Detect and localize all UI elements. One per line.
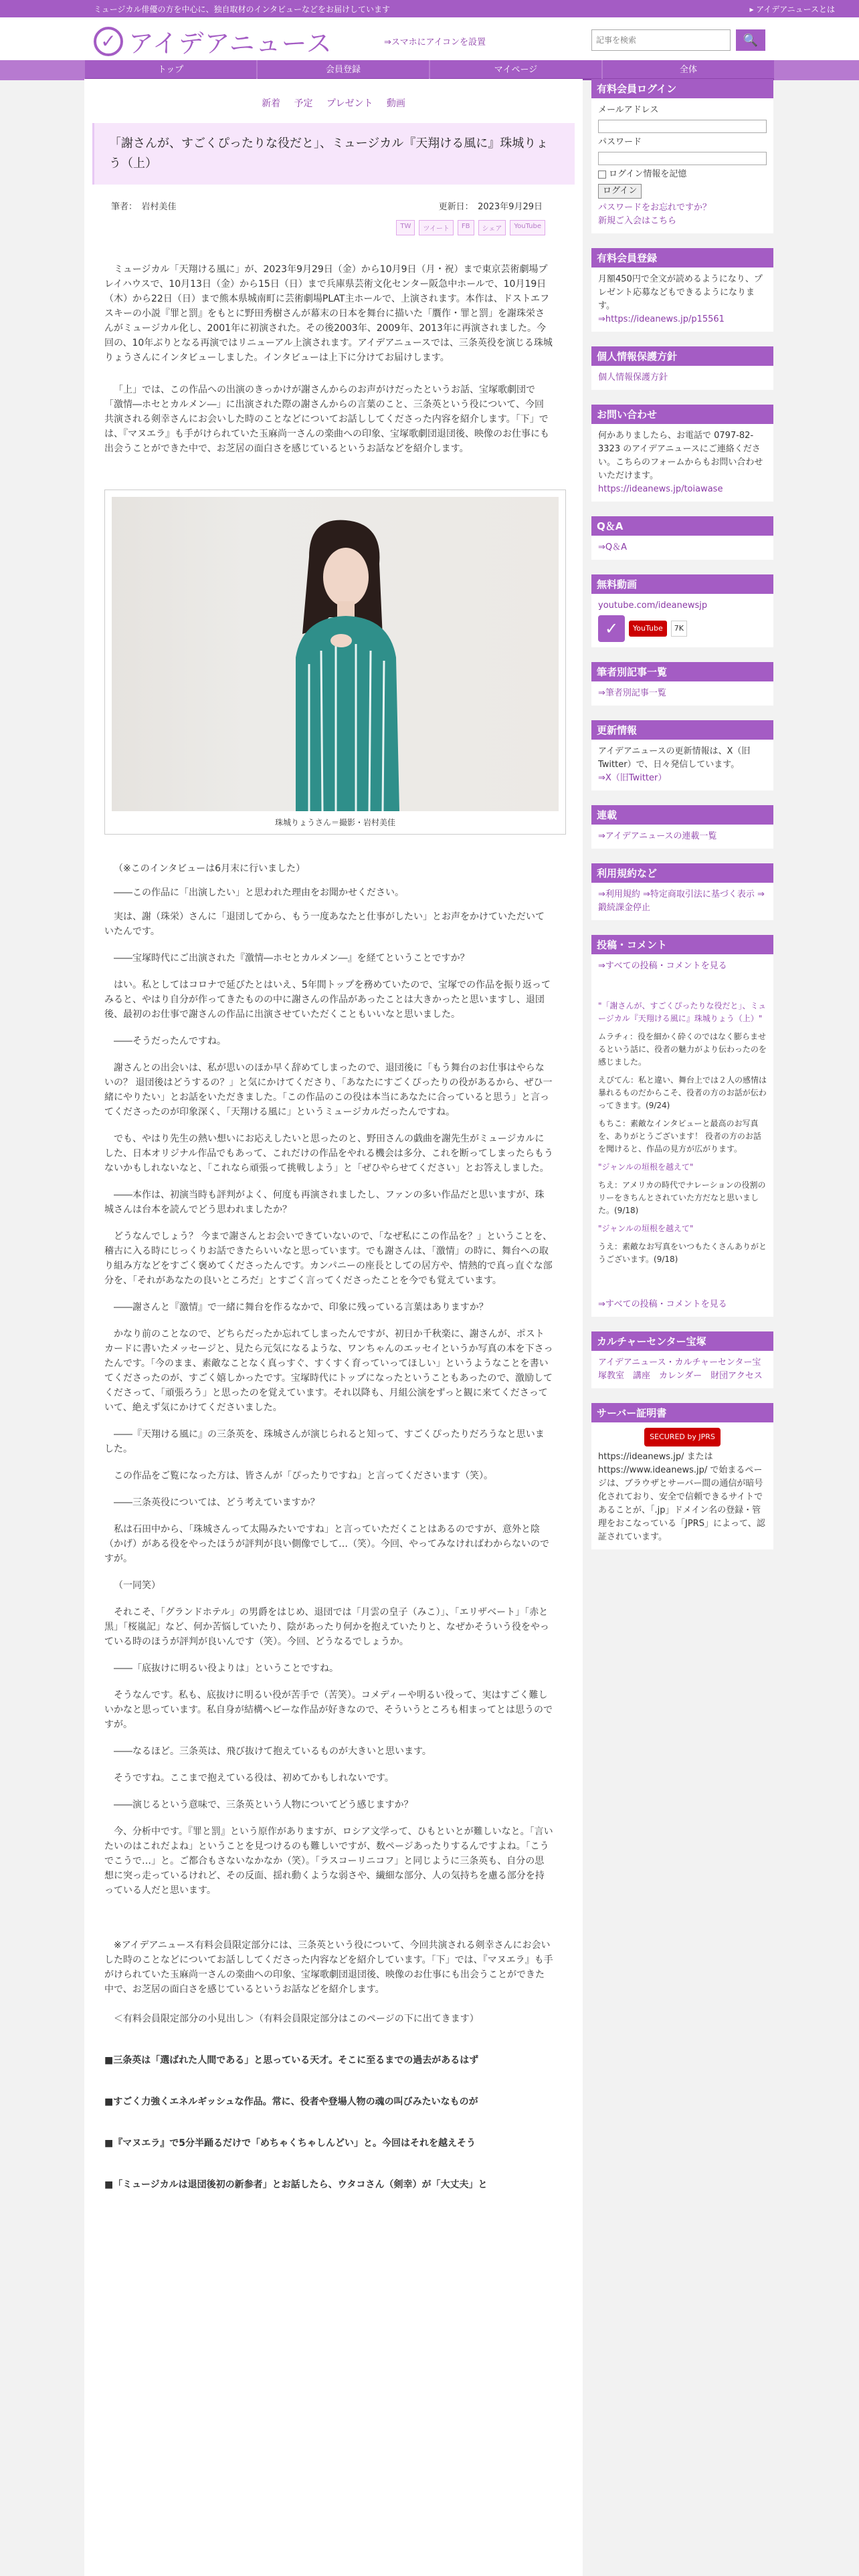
all-comments-link[interactable]: ⇒すべての投稿・コメントを見る — [598, 961, 727, 971]
comment-item: ちえ：アメリカの時代でナレーションの役割のリーをきちんとされていた方だなと思いました。(9/18) — [598, 1180, 766, 1215]
para-7: でも、やはり先生の熱い想いにお応えしたいと思ったのと、野田さんの戯曲を謝先生がミュージカルにした、日本オリジナル作品でもあって、これだけの作品をやれる機会は多分、これを断ってしまったらもうないかもしれないなと、「これなら頑張って挑戦しよう」と「ぜひやらせてください」とお答えしました。 — [104, 1134, 553, 1174]
add-icon-link[interactable]: ⇒スマホにアイコンを設置 — [384, 37, 486, 47]
cert-title: サーバー証明書 — [591, 1403, 773, 1422]
para-6: 謝さんとの出会いは、私が思いのほか早く辞めてしまったので、退団後に「もう舞台のお仕事はやらないの？ 退団後はどうするの？」と気にかけてくださり、「あなたにすごくぴったりの役があるから、ぜひ一緒にやりたい」とお話をいただきました。「この作品のこの役は本当にあなたに合っていると思う」と言ってくださったのが印象深く、「天翔ける風に」というミュージカルだったんですね。 — [104, 1063, 553, 1117]
article-date: 更新日： 2023年9月29日 — [438, 202, 543, 212]
comments-box — [591, 935, 773, 1317]
locked-headings-label: ＜有料会員限定部分の小見出し＞（有料会員限定部分はこのページの下に出てきます） — [114, 2014, 479, 2024]
member-text: 月額450円で全文が読めるようになり、プレゼント応募などもできるようになります。 — [598, 274, 763, 311]
nav-register[interactable]: 会員登録 — [258, 60, 429, 80]
writers-box — [591, 662, 773, 706]
subnav-video[interactable]: 動画 — [386, 98, 405, 109]
share-fb-button[interactable]: FB — [458, 220, 474, 235]
password-label: パスワード — [598, 137, 642, 147]
para-8: ――本作は、初演当時も評判がよく、何度も再演されましたし、ファンの多い作品だと思いますが、珠城さんは台本を読んでどう思われましたか？ — [104, 1190, 545, 1215]
channel-icon: ✓ — [598, 615, 625, 642]
qa-title: Q＆A — [591, 516, 773, 536]
para-13: この作品をご覧になった方は、皆さんが「ぴったりですね」と言ってくださいます（笑）。 — [114, 1471, 493, 1481]
site-header — [0, 17, 859, 60]
privacy-box — [591, 346, 773, 390]
search-input[interactable] — [591, 29, 731, 51]
youtube-subscribe-button[interactable]: YouTube — [629, 621, 667, 637]
subnav-new[interactable]: 新着 — [262, 98, 281, 109]
remember-label: ログイン情報を記憶 — [609, 169, 687, 179]
privacy-link[interactable]: 個人情報保護方針 — [598, 372, 668, 383]
para-12: ――『天翔ける風に』の三条英を、珠城さんが演じられると知って、すごくぴったりだろうなと思いました。 — [104, 1429, 545, 1455]
para-14: ――三条英役については、どう考えていますか？ — [114, 1497, 320, 1508]
member-box — [591, 248, 773, 332]
comment-item: うえ：素敵なお写真をいつもたくさんありがとうございます。(9/18) — [598, 1242, 767, 1264]
para-10: ――謝さんと『激情』で一緒に舞台を作るなかで、印象に残っている言葉はありますか？ — [114, 1302, 488, 1313]
site-logo[interactable] — [94, 23, 332, 60]
all-comments-bottom-link[interactable]: ⇒すべての投稿・コメントを見る — [598, 1299, 727, 1309]
remember-checkbox[interactable] — [598, 171, 606, 179]
updates-box — [591, 720, 773, 790]
comment-item: もちこ：素敵なインタビューと最高のお写真を、ありがとうございます！ 役者の方のお話を聞けると、作品の見方が広がります。 — [598, 1119, 761, 1154]
terms-link[interactable]: ⇒利用規約 ⇒特定商取引法に基づく表示 ⇒鍛続課金停止 — [598, 889, 765, 913]
about-link[interactable]: ▸ アイデアニュースとは — [749, 4, 835, 14]
person-figure-icon — [282, 517, 403, 811]
share-tweet-button[interactable]: ツイート — [419, 220, 454, 235]
search-icon: 🔍 — [743, 33, 759, 47]
para-17: それこそ、「グランドホテル」の男爵をはじめ、退団では「月雲の皇子（みこ）」、「エリザベート」「赤と黒」「桜嵐記」など、何か苦悩していたり、陰があったり何かを抱えていたりと、なぜかそういう役をやっている時のほうが評判が良いんです（笑）。今回、どうなるでしょうか。 — [104, 1607, 549, 1647]
share-button[interactable]: シェア — [478, 220, 506, 235]
updates-title: 更新情報 — [591, 720, 773, 740]
subscriber-count: 7K — [671, 621, 687, 637]
x-link[interactable]: ⇒X（旧Twitter） — [598, 773, 667, 783]
para-1: ――この作品に「出演したい」と思われた理由をお聞かせください。 — [114, 887, 404, 898]
paywall-note: ※アイデアニュース有料会員限定部分には、三条英という役について、今回共演される剣幸さんにお会いした時のことなどについてお話ししてくださった内容などを紹介しています。「下」では、『マヌエラ』も手がけられていた玉麻尚一さんの楽曲への印象、宝塚歌劇団退団後、映像のお仕事にも出会うことができた中で、お芝居の面白さを感じているというお話などを紹介します。 — [104, 1940, 553, 1995]
password-field[interactable] — [598, 152, 767, 165]
video-title: 無料動画 — [591, 574, 773, 594]
writers-link[interactable]: ⇒筆者別記事一覧 — [598, 688, 666, 698]
serial-title: 連載 — [591, 805, 773, 825]
contact-box — [591, 405, 773, 502]
summary-paragraph: 「上」では、この作品への出演のきっかけが謝さんからのお声がけだったというお話、宝塚歌劇団で「激情―ホセとカルメン―」に出演された際の謝さんからの言葉のこと、三条英という役について、今回共演される剣幸さんにお会いした時のことなどについてお話ししてくださった内容を紹介します。「下」では、『マヌエラ』も手がけられていた玉麻尚一さんの楽曲への印象、宝塚歌劇団退団後、映像のお仕事にも出会うことができた中で、お芝居の面白さを感じているというお話などを紹介します。 — [104, 385, 549, 454]
article-author: 筆者： 岩村美佳 — [111, 202, 177, 212]
para-18: ――「底抜けに明るい役よりは」ということですね。 — [114, 1663, 339, 1674]
checkmark-logo-icon: ✓ — [94, 27, 123, 56]
qa-box — [591, 516, 773, 560]
article-title: 「謝さんが、すごくぴったりな役だと」、ミュージカル『天翔ける風に』珠城りょう（上） — [92, 123, 575, 185]
para-23: 今、分析中です。『罪と罰』という原作がありますが、ロシア文学って、ひもといとが難しいなと。「言いたいのはこれだよね」ということを見つけるのも難しいですが、数ページあったりするんですよね。「こうでこうで…」と。ご都合もさないなかなか（笑）。「ラスコーリニコフ」と同じように三条英も、自分の思想に突っ走っているけれど、その反面、揺れ動くような弱さや、繊細な部分、人の気持ちを慮る部分を持っている人だと思います。 — [104, 1826, 553, 1896]
terms-title: 利用規約など — [591, 863, 773, 883]
para-20: ――なるほど。三条英は、飛び抜けて抱えているものが大きいと思います。 — [114, 1746, 432, 1757]
search-form — [591, 29, 765, 51]
login-title: 有料会員ログイン — [591, 79, 773, 98]
culture-title: カルチャーセンター宝塚 — [591, 1331, 773, 1351]
terms-box — [591, 863, 773, 920]
serial-link[interactable]: ⇒アイデアニュースの連載一覧 — [598, 831, 717, 841]
member-link[interactable]: ⇒https://ideanews.jp/p15561 — [598, 314, 725, 324]
updates-text: アイデアニュースの更新情報は、X（旧Twitter）で、日々発信しています。 — [598, 746, 751, 770]
subnav-schedule[interactable]: 予定 — [294, 98, 313, 109]
locked-heading-2: ■すごく力強くエネルギッシュな作品。常に、役者や登場人物の魂の叫びみたいなものが — [104, 2097, 478, 2107]
para-9: どうなんでしょう？ 今まで謝さんとお会いできていないので、「なぜ私にこの作品を？」ということを、稽古に入る時にじっくりお話できたらいいなと思っています。でも謝さんは、「激情」の時に、舞台への取り組み方などをすごく褒めてくださったんです。カンパニーの座長としての居方や、情熱的で真っ直ぐな部分を、「それがあなたの良いところだ」とすごく言ってくださったことを今でも覚えています。 — [104, 1231, 553, 1286]
intro-paragraph: ミュージカル「天翔ける風に」が、2023年9月29日（金）から10月9日（月・祝）まで東京芸術劇場プレイハウスで、10月13日（金）から15日（日）まで兵庫県芸術文化センター阪急中ホールで、10月19日（木）から22日（日）まで熊本県城南町に芸術劇場PLAT主ホールで、上演されます。本作は、ドストエフスキーの小説『罪と罰』をもとに野田秀樹さんが幕末の日本を舞台に描いた「贋作・罪と罰」を謝珠栄さんがミュージカル化し、2001年に初演された。その後2003年、2009年、2013年に再演されました。今回の、10年ぶりとなる再演ではリニューアル上演されます。アイデアニュースでは、三条英役を演じる珠城りょうさんにインタビューしました。インタビューは上下に分けてお届けします。 — [104, 264, 553, 363]
email-label: メールアドレス — [598, 105, 659, 115]
comment-item: ムラチィ：役を細かく砕くのではなく膨らませるという話に、役者の魅力がより伝わったのを感じました。 — [598, 1032, 767, 1067]
main-nav — [0, 60, 859, 80]
para-15: 私は石田中から、「珠城さんって太陽みたいですね」と言っていただくことはあるのですが、意外と陰（かげ）がある役をやったほうが評判が良い側像でして…（笑）。今回、やってみなければわからないのですが。 — [104, 1524, 549, 1564]
email-field[interactable] — [598, 120, 767, 133]
youtube-button[interactable]: YouTube — [510, 220, 545, 235]
login-box — [591, 79, 773, 233]
qa-link[interactable]: ⇒Q＆A — [598, 542, 628, 552]
top-bar — [0, 0, 859, 17]
subnav-present[interactable]: プレゼント — [326, 98, 373, 109]
sidebar — [591, 79, 773, 1564]
site-tagline: ミュージカル俳優の方を中心に、独自取材のインタビューなどをお届けしています — [94, 4, 391, 14]
para-11: かなり前のことなので、どちらだったか忘れてしまったんですが、初日か千秋楽に、謝さんが、ポストカードに書いたメッセージと、見たら元気になるような、ワンちゃんのエッセイというか写真の本を下さったんです。「今のまま、素敵なことなく真っすぐ、すくすく育っていってほしい」というようなことを書いてくださったのが、すごく嬉しかったです。宝塚時代にトップになったということもあったので、激励してくださって、「頑張ろう」と思ったのを覚えています。それ以降も、月組公演をずっと観に来てくださっていて、絶えず気にかけてくださいました。 — [104, 1329, 553, 1413]
culture-box — [591, 1331, 773, 1388]
portrait-image — [112, 497, 559, 811]
forgot-password-link[interactable]: パスワードをお忘れですか？ — [598, 203, 712, 213]
locked-heading-3: ■『マヌエラ』で5分半踊るだけで「めちゃくちゃしんどい」と。今回はそれを越えそう — [104, 2138, 476, 2149]
comment-item: えびてん：私と違い、舞台上では２人の感情は暴れるものだからこそ、役者の方のお話が伝わってきます。(9/24) — [598, 1075, 767, 1110]
nav-all[interactable]: 全体 — [603, 60, 774, 80]
comment-article-link[interactable]: "ジャンルの垣根を越えて" — [598, 1162, 694, 1172]
cert-text: https://ideanews.jp/ または https://www.ideanews.jp/ で始まるページは、ブラウザとサーバー間の通信が暗号化されており、安全で信頼できるサイトであることが、「.jp」ドメイン名の登録・管理をおこなっている「JPRS」によって、認証されています。 — [598, 1452, 765, 1542]
comment-article-link[interactable]: "「謝さんが、すごくぴったりな役だと」、ミュージカル『天翔ける風に』珠城りょう（上）" — [598, 1001, 767, 1023]
nav-mypage[interactable]: マイページ — [430, 60, 601, 80]
article-body — [84, 262, 583, 2192]
site-name: アイデアニュース — [128, 29, 332, 58]
jprs-badge: SECURED by JPRS — [644, 1428, 721, 1446]
para-22: ――演じるという意味で、三条英という人物についてどう感じますか？ — [114, 1800, 413, 1810]
main-content — [84, 79, 583, 2576]
contact-title: お問い合わせ — [591, 405, 773, 424]
para-19: そうなんです。私も、底抜けに明るい役が苦手で（苦笑）。コメディーや明るい役って、実はすごく難しいかなと思っています。私自身が結構ヘビーな作品が好きなので、そういうところも相まってとは思うのですが。 — [104, 1690, 553, 1730]
video-box — [591, 574, 773, 647]
article-photo — [104, 490, 566, 835]
share-tw-button[interactable]: TW — [396, 220, 415, 235]
photo-caption: 珠城りょうさん＝撮影・岩村美佳 — [274, 818, 395, 827]
para-0: （※このインタビューは6月末に行いました） — [114, 863, 306, 874]
para-3: ――宝塚時代にご出演された『激情―ホセとカルメン―』を経てということですか？ — [114, 953, 470, 964]
youtube-link[interactable]: youtube.com/ideanewsjp — [598, 601, 708, 611]
article-meta — [111, 199, 556, 212]
search-button[interactable] — [736, 29, 765, 51]
contact-text: 何かありましたら、お電話で 0797-82-3323 のアイデアニュースにご連絡ください。こちらのフォームからもお問い合わせいただけます。 — [598, 431, 763, 481]
locked-heading-4: ■「ミュージカルは退団後初の新参者」とお話したら、ウタコさん（剣幸）が「大丈夫」と — [104, 2179, 488, 2190]
interview-text — [104, 861, 553, 2192]
privacy-title: 個人情報保護方針 — [591, 346, 773, 366]
new-member-link[interactable]: 新規ご入会はこちら — [598, 216, 677, 226]
culture-link[interactable]: アイデアニュース・カルチャーセンター宝塚教室 講座 カレンダー 財団アクセス — [598, 1358, 763, 1381]
para-16: （一同笑） — [114, 1580, 161, 1591]
sub-nav — [84, 79, 583, 116]
comment-article-link[interactable]: "ジャンルの垣根を越えて" — [598, 1224, 694, 1233]
login-button[interactable]: ログイン — [598, 184, 642, 199]
writers-title: 筆者別記事一覧 — [591, 662, 773, 681]
para-21: そうですね。ここまで抱えている役は、初めてかもしれないです。 — [114, 1773, 394, 1784]
cert-box — [591, 1403, 773, 1549]
para-2: 実は、謝（珠栄）さんに「退団してから、もう一度あなたと仕事がしたい」とお声をかけていただいていたんです。 — [104, 911, 545, 937]
para-4: はい。私としてはコロナで延びたとはいえ、5年間トップを務めていたので、宝塚での作品を振り返ってみると、やはり自分が作ってきたものの中に謝さんの作品があったことは大きかったと思いますし、退団後、最初のお仕事で謝さんの作品に出演させていただくこともいいなと思いました。 — [104, 980, 551, 1020]
locked-heading-1: ■三条英は「選ばれた人間である」と思っている天才。そこに至るまでの過去があるはず — [104, 2055, 479, 2066]
member-title: 有料会員登録 — [591, 248, 773, 267]
serial-box — [591, 805, 773, 849]
comments-title: 投稿・コメント — [591, 935, 773, 954]
para-5: ――そうだったんですね。 — [114, 1036, 226, 1047]
share-buttons — [84, 220, 545, 235]
contact-link[interactable]: https://ideanews.jp/toiawase — [598, 484, 723, 494]
nav-top[interactable]: トップ — [85, 60, 256, 80]
